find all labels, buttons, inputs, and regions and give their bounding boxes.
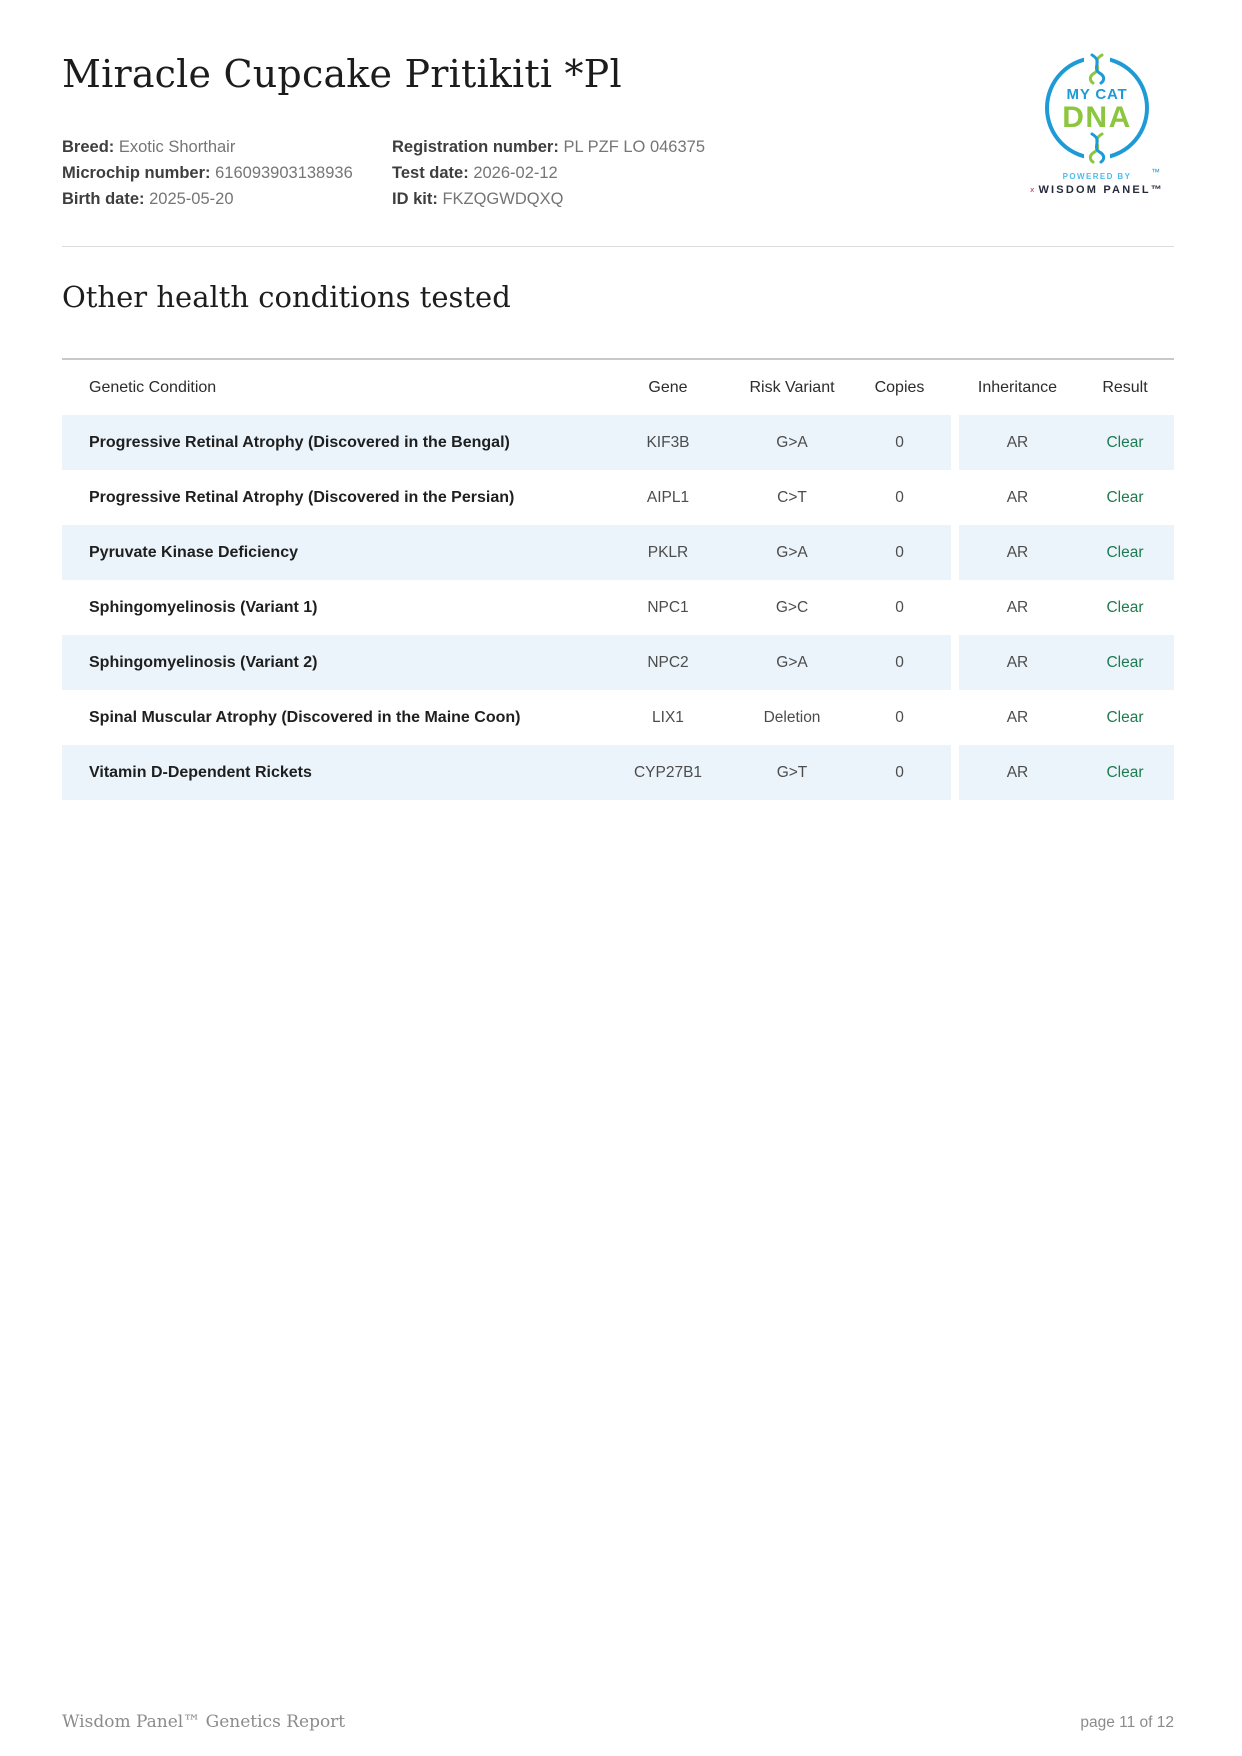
risk-variant-cell: G>A [776,653,808,671]
column-group-gap [951,415,959,470]
table-row [62,635,1174,690]
inheritance-cell: AR [1006,488,1029,506]
inheritance-cell: AR [1006,708,1029,726]
result-cell: Clear [1106,598,1144,616]
section-title: Other health conditions tested [62,280,511,314]
table-row-right-group [959,470,1174,525]
risk-variant-cell: G>A [776,543,808,561]
column-header-risk-variant: Risk Variant [749,378,835,396]
column-group-gap [951,470,959,525]
column-group-gap [951,360,959,415]
meta-breed-label: Breed: [62,138,115,156]
page-title: Miracle Cupcake Pritikiti *Pl [62,52,622,96]
table-row [62,745,1174,800]
table-row-right-group [959,415,1174,470]
logo-text-dna: DNA [1062,101,1132,134]
gene-cell: KIF3B [646,433,690,451]
column-header-result: Result [1102,378,1148,396]
table-row-right-group [959,635,1174,690]
condition-name-cell: Sphingomyelinosis (Variant 2) [89,653,318,671]
dna-helix-icon [1084,132,1110,164]
risk-variant-cell: G>T [776,763,808,781]
inheritance-cell: AR [1006,433,1029,451]
meta-registration-label: Registration number: [392,138,559,156]
table-row [62,690,1174,745]
gene-cell: PKLR [647,543,689,561]
dna-helix-icon [1084,53,1110,85]
wisdom-panel-label: WISDOM PANEL™ [1038,184,1164,196]
copies-cell: 0 [895,488,904,506]
risk-variant-cell: Deletion [763,708,821,726]
meta-test-date [392,160,792,186]
meta-birth-date-value: 2025-05-20 [149,190,234,208]
condition-name-cell: Spinal Muscular Atrophy (Discovered in the Maine Coon) [89,708,521,726]
meta-id-kit-value: FKZQGWDQXQ [442,190,564,208]
my-cat-dna-logo [1030,40,1164,196]
meta-microchip [62,160,392,186]
table-row [62,525,1174,580]
table-row [62,415,1174,470]
wisdom-panel-icon [1030,184,1034,196]
pet-meta-left [62,134,392,212]
condition-name-cell: Progressive Retinal Atrophy (Discovered in the Persian) [89,488,515,506]
table-header-right-group [959,360,1174,415]
risk-variant-cell: G>A [776,433,808,451]
inheritance-cell: AR [1006,598,1029,616]
column-header-gene: Gene [648,378,688,396]
table-row [62,580,1174,635]
gene-cell: NPC2 [647,653,689,671]
result-cell: Clear [1106,653,1144,671]
copies-cell: 0 [895,543,904,561]
gene-cell: LIX1 [652,708,684,726]
footer-report-name: Wisdom Panel™ Genetics Report [62,1712,346,1732]
table-row-right-group [959,525,1174,580]
meta-registration [392,134,792,160]
table-row [62,470,1174,525]
column-header-copies: Copies [874,378,925,396]
footer-page-number: page 11 of 12 [1080,1714,1174,1731]
table-header-left-group [62,360,951,415]
column-header-inheritance: Inheritance [977,378,1058,396]
risk-variant-cell: G>C [775,598,809,616]
header-divider [62,246,1174,247]
pet-meta-right [392,134,792,212]
copies-cell: 0 [895,433,904,451]
meta-registration-value: PL PZF LO 046375 [563,138,706,156]
inheritance-cell: AR [1006,543,1029,561]
result-cell: Clear [1106,543,1144,561]
meta-test-date-label: Test date: [392,164,469,182]
column-header-genetic-condition: Genetic Condition [89,378,217,396]
condition-name-cell: Pyruvate Kinase Deficiency [89,543,298,561]
table-row-left-group [62,745,951,800]
condition-name-cell: Sphingomyelinosis (Variant 1) [89,598,318,616]
conditions-table [62,358,1174,800]
meta-id-kit-label: ID kit: [392,190,438,208]
result-cell: Clear [1106,488,1144,506]
column-group-gap [951,580,959,635]
pet-meta [62,134,792,212]
condition-name-cell: Progressive Retinal Atrophy (Discovered in the Bengal) [89,433,510,451]
risk-variant-cell: C>T [777,488,807,506]
column-group-gap [951,690,959,745]
inheritance-cell: AR [1006,763,1029,781]
meta-microchip-value: 616093903138936 [215,164,353,182]
gene-cell: NPC1 [647,598,689,616]
conditions-table-body [62,415,1174,800]
meta-birth-date-label: Birth date: [62,190,145,208]
column-group-gap [951,635,959,690]
table-row-left-group [62,690,951,745]
meta-microchip-label: Microchip number: [62,164,211,182]
copies-cell: 0 [895,708,904,726]
table-row-left-group [62,470,951,525]
logo-text-my-cat: MY CAT [1066,86,1128,103]
column-group-gap [951,525,959,580]
powered-by-label: POWERED BY [1062,172,1132,181]
table-row-right-group [959,580,1174,635]
table-row-left-group [62,415,951,470]
result-cell: Clear [1106,433,1144,451]
table-row-right-group [959,745,1174,800]
meta-id-kit [392,186,792,212]
gene-cell: AIPL1 [646,488,690,506]
table-row-left-group [62,580,951,635]
result-cell: Clear [1106,763,1144,781]
column-group-gap [951,745,959,800]
condition-name-cell: Vitamin D-Dependent Rickets [89,763,312,781]
copies-cell: 0 [895,598,904,616]
logo-trademark: ™ [1151,167,1160,177]
meta-test-date-value: 2026-02-12 [473,164,558,182]
wisdom-panel-brand [1030,184,1164,196]
gene-cell: CYP27B1 [633,763,703,781]
inheritance-cell: AR [1006,653,1029,671]
copies-cell: 0 [895,763,904,781]
table-row-right-group [959,690,1174,745]
meta-breed [62,134,392,160]
table-row-left-group [62,525,951,580]
table-row-left-group [62,635,951,690]
copies-cell: 0 [895,653,904,671]
table-header-row [62,360,1174,415]
meta-breed-value: Exotic Shorthair [118,138,236,156]
result-cell: Clear [1106,708,1144,726]
meta-birth-date [62,186,392,212]
